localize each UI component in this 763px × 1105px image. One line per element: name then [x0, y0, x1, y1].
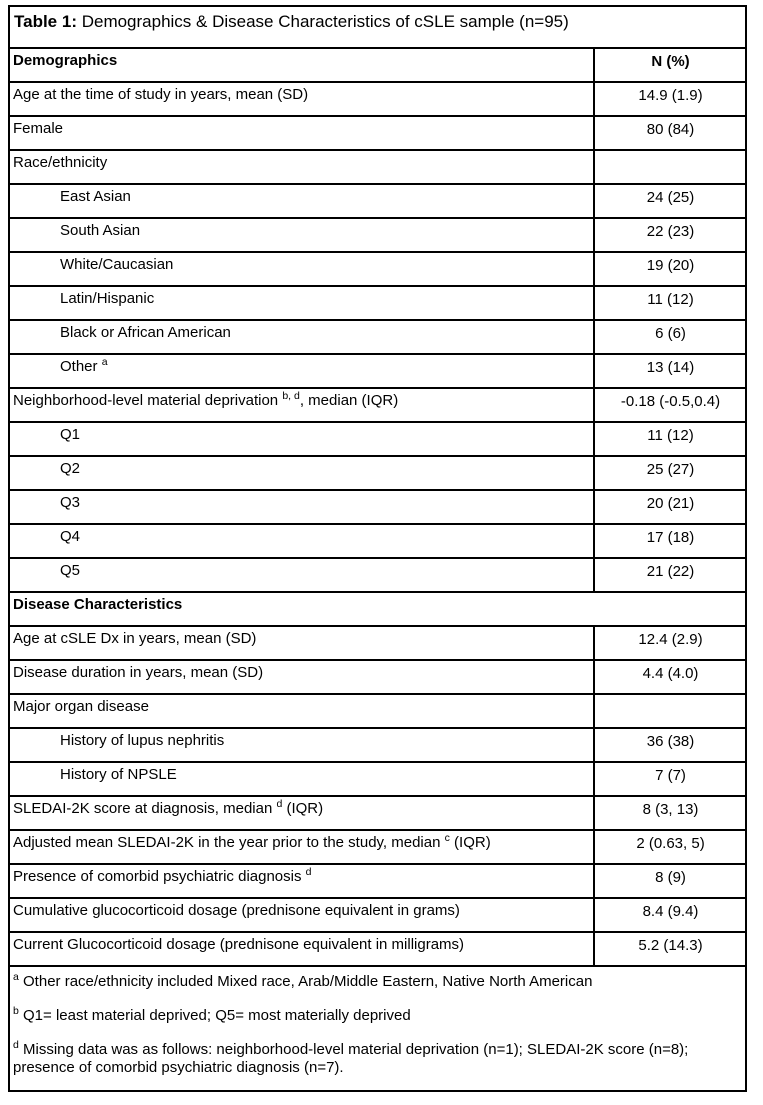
footnote-text: Other race/ethnicity included Mixed race, Arab/Middle Eastern, Native North American: [18, 973, 593, 990]
table-row: [9, 626, 746, 660]
row-value: 80 (84): [594, 116, 746, 150]
row-label-text: Disease Characteristics: [13, 596, 183, 613]
row-label: [9, 694, 594, 728]
row-label-text: (IQR): [449, 834, 491, 851]
row-value: 21 (22): [594, 558, 746, 592]
table-row: [9, 218, 746, 252]
row-label: [9, 184, 594, 218]
row-label: [9, 354, 594, 388]
row-value: 8 (3, 13): [594, 796, 746, 830]
table-row: [9, 864, 746, 898]
row-label-text: East Asian: [60, 188, 131, 205]
row-label: [9, 388, 594, 422]
footnote: [13, 1004, 735, 1026]
row-label-text: Race/ethnicity: [13, 154, 108, 171]
row-value: 13 (14): [594, 354, 746, 388]
row-label-text: Q3: [60, 494, 81, 511]
row-value: 11 (12): [594, 422, 746, 456]
row-label-text: Q4: [60, 528, 81, 545]
row-value: [594, 694, 746, 728]
row-value: 19 (20): [594, 252, 746, 286]
column-header-demographics: Demographics: [9, 48, 594, 82]
table-row: [9, 524, 746, 558]
row-label: [9, 728, 594, 762]
table-row: [9, 82, 746, 116]
section-header: [9, 592, 746, 626]
row-value: -0.18 (-0.5,0.4): [594, 388, 746, 422]
row-label-text: Presence of comorbid psychiatric diagnosis: [13, 868, 306, 885]
row-label-text: , median (IQR): [299, 392, 399, 409]
row-label: [9, 626, 594, 660]
row-value: 7 (7): [594, 762, 746, 796]
row-label-text: Black or African American: [60, 324, 231, 341]
row-label-text: Female: [13, 120, 64, 137]
row-label: [9, 932, 594, 966]
row-label-text: Major organ disease: [13, 698, 149, 715]
table-title-row: [9, 6, 746, 48]
table-row: [9, 150, 746, 184]
row-value: 4.4 (4.0): [594, 660, 746, 694]
table-row: [9, 932, 746, 966]
table-row: [9, 388, 746, 422]
table-row: [9, 490, 746, 524]
table-number-label: Table 1:: [14, 12, 77, 31]
row-value: 2 (0.63, 5): [594, 830, 746, 864]
row-label: [9, 558, 594, 592]
row-label: [9, 898, 594, 932]
table-title-text: Demographics & Disease Characteristics of cSLE sample (n=95): [76, 12, 569, 31]
row-label-text: Disease duration in years, mean (SD): [13, 664, 264, 681]
section-header-row: [9, 592, 746, 626]
row-value: 17 (18): [594, 524, 746, 558]
row-label-text: Latin/Hispanic: [60, 290, 155, 307]
superscript-marker: a: [101, 356, 108, 368]
row-label-text: (IQR): [282, 800, 324, 817]
row-value: [594, 150, 746, 184]
row-label: [9, 116, 594, 150]
footnotes-row: [9, 966, 746, 1091]
row-label: [9, 320, 594, 354]
document-table: [8, 5, 747, 1092]
footnote-marker: d: [13, 1038, 19, 1051]
header-row: [9, 48, 746, 82]
row-label: [9, 490, 594, 524]
row-label-text: Current Glucocorticoid dosage (prednisone equivalent in milligrams): [13, 936, 465, 953]
table-row: [9, 116, 746, 150]
row-value: 14.9 (1.9): [594, 82, 746, 116]
row-label-text: Neighborhood-level material deprivation: [13, 392, 283, 409]
row-label: [9, 252, 594, 286]
row-value: 11 (12): [594, 286, 746, 320]
row-value: 36 (38): [594, 728, 746, 762]
footnote-text: Q1= least material deprived; Q5= most materially deprived: [18, 1006, 411, 1024]
table-row: [9, 830, 746, 864]
table-row: [9, 898, 746, 932]
row-label-text: History of NPSLE: [60, 766, 177, 783]
row-label-text: Other: [60, 358, 102, 375]
row-label-text: Q2: [60, 460, 81, 477]
table-row: [9, 354, 746, 388]
row-value: 8 (9): [594, 864, 746, 898]
row-label: [9, 286, 594, 320]
table-row: [9, 796, 746, 830]
footnote: [13, 973, 735, 992]
footnote: [13, 1038, 735, 1079]
row-label-text: Age at cSLE Dx in years, mean (SD): [13, 630, 257, 647]
row-label: [9, 456, 594, 490]
row-label-text: South Asian: [60, 222, 141, 239]
row-value: 25 (27): [594, 456, 746, 490]
table-row: [9, 558, 746, 592]
table-row: [9, 762, 746, 796]
footnote-marker: a: [13, 971, 19, 983]
row-label: [9, 82, 594, 116]
superscript-marker: d: [276, 798, 283, 810]
demographics-table: [8, 5, 747, 1092]
row-value: 24 (25): [594, 184, 746, 218]
row-label: [9, 796, 594, 830]
row-value: 5.2 (14.3): [594, 932, 746, 966]
row-label-text: Age at the time of study in years, mean (SD): [13, 86, 309, 103]
row-label: [9, 864, 594, 898]
row-label: [9, 660, 594, 694]
row-label: [9, 422, 594, 456]
row-label-text: Q1: [60, 426, 81, 443]
footnote-marker: b: [13, 1004, 19, 1017]
row-label: [9, 150, 594, 184]
table-row: [9, 728, 746, 762]
table-row: [9, 252, 746, 286]
row-label-text: Cumulative glucocorticoid dosage (prednisone equivalent in grams): [13, 902, 460, 919]
superscript-marker: b, d: [282, 390, 300, 402]
table-row: [9, 184, 746, 218]
row-label: [9, 524, 594, 558]
table-row: [9, 660, 746, 694]
row-label: [9, 762, 594, 796]
footnote-text: Missing data was as follows: neighborhood-level material deprivation (n=1); SLEDAI-2K score (n=8); presence of comorbid psychiatric diagnosis (n=7).: [13, 1040, 689, 1077]
column-header-n-pct: N (%): [594, 48, 746, 82]
row-value: 6 (6): [594, 320, 746, 354]
table-row: [9, 320, 746, 354]
table-row: [9, 286, 746, 320]
row-label-text: History of lupus nephritis: [60, 732, 225, 749]
row-value: 12.4 (2.9): [594, 626, 746, 660]
table-row: [9, 456, 746, 490]
row-label-text: SLEDAI-2K score at diagnosis, median: [13, 800, 277, 817]
table-row: [9, 422, 746, 456]
table-row: [9, 694, 746, 728]
superscript-marker: d: [305, 866, 312, 878]
row-value: 22 (23): [594, 218, 746, 252]
row-value: 8.4 (9.4): [594, 898, 746, 932]
row-label-text: Q5: [60, 562, 81, 579]
row-value: 20 (21): [594, 490, 746, 524]
superscript-marker: c: [444, 832, 450, 844]
row-label: [9, 218, 594, 252]
footnotes-cell: [9, 966, 746, 1091]
table-title: [9, 6, 746, 48]
row-label-text: Adjusted mean SLEDAI-2K in the year prior to the study, median: [13, 834, 445, 851]
row-label-text: White/Caucasian: [60, 256, 174, 273]
row-label: [9, 830, 594, 864]
